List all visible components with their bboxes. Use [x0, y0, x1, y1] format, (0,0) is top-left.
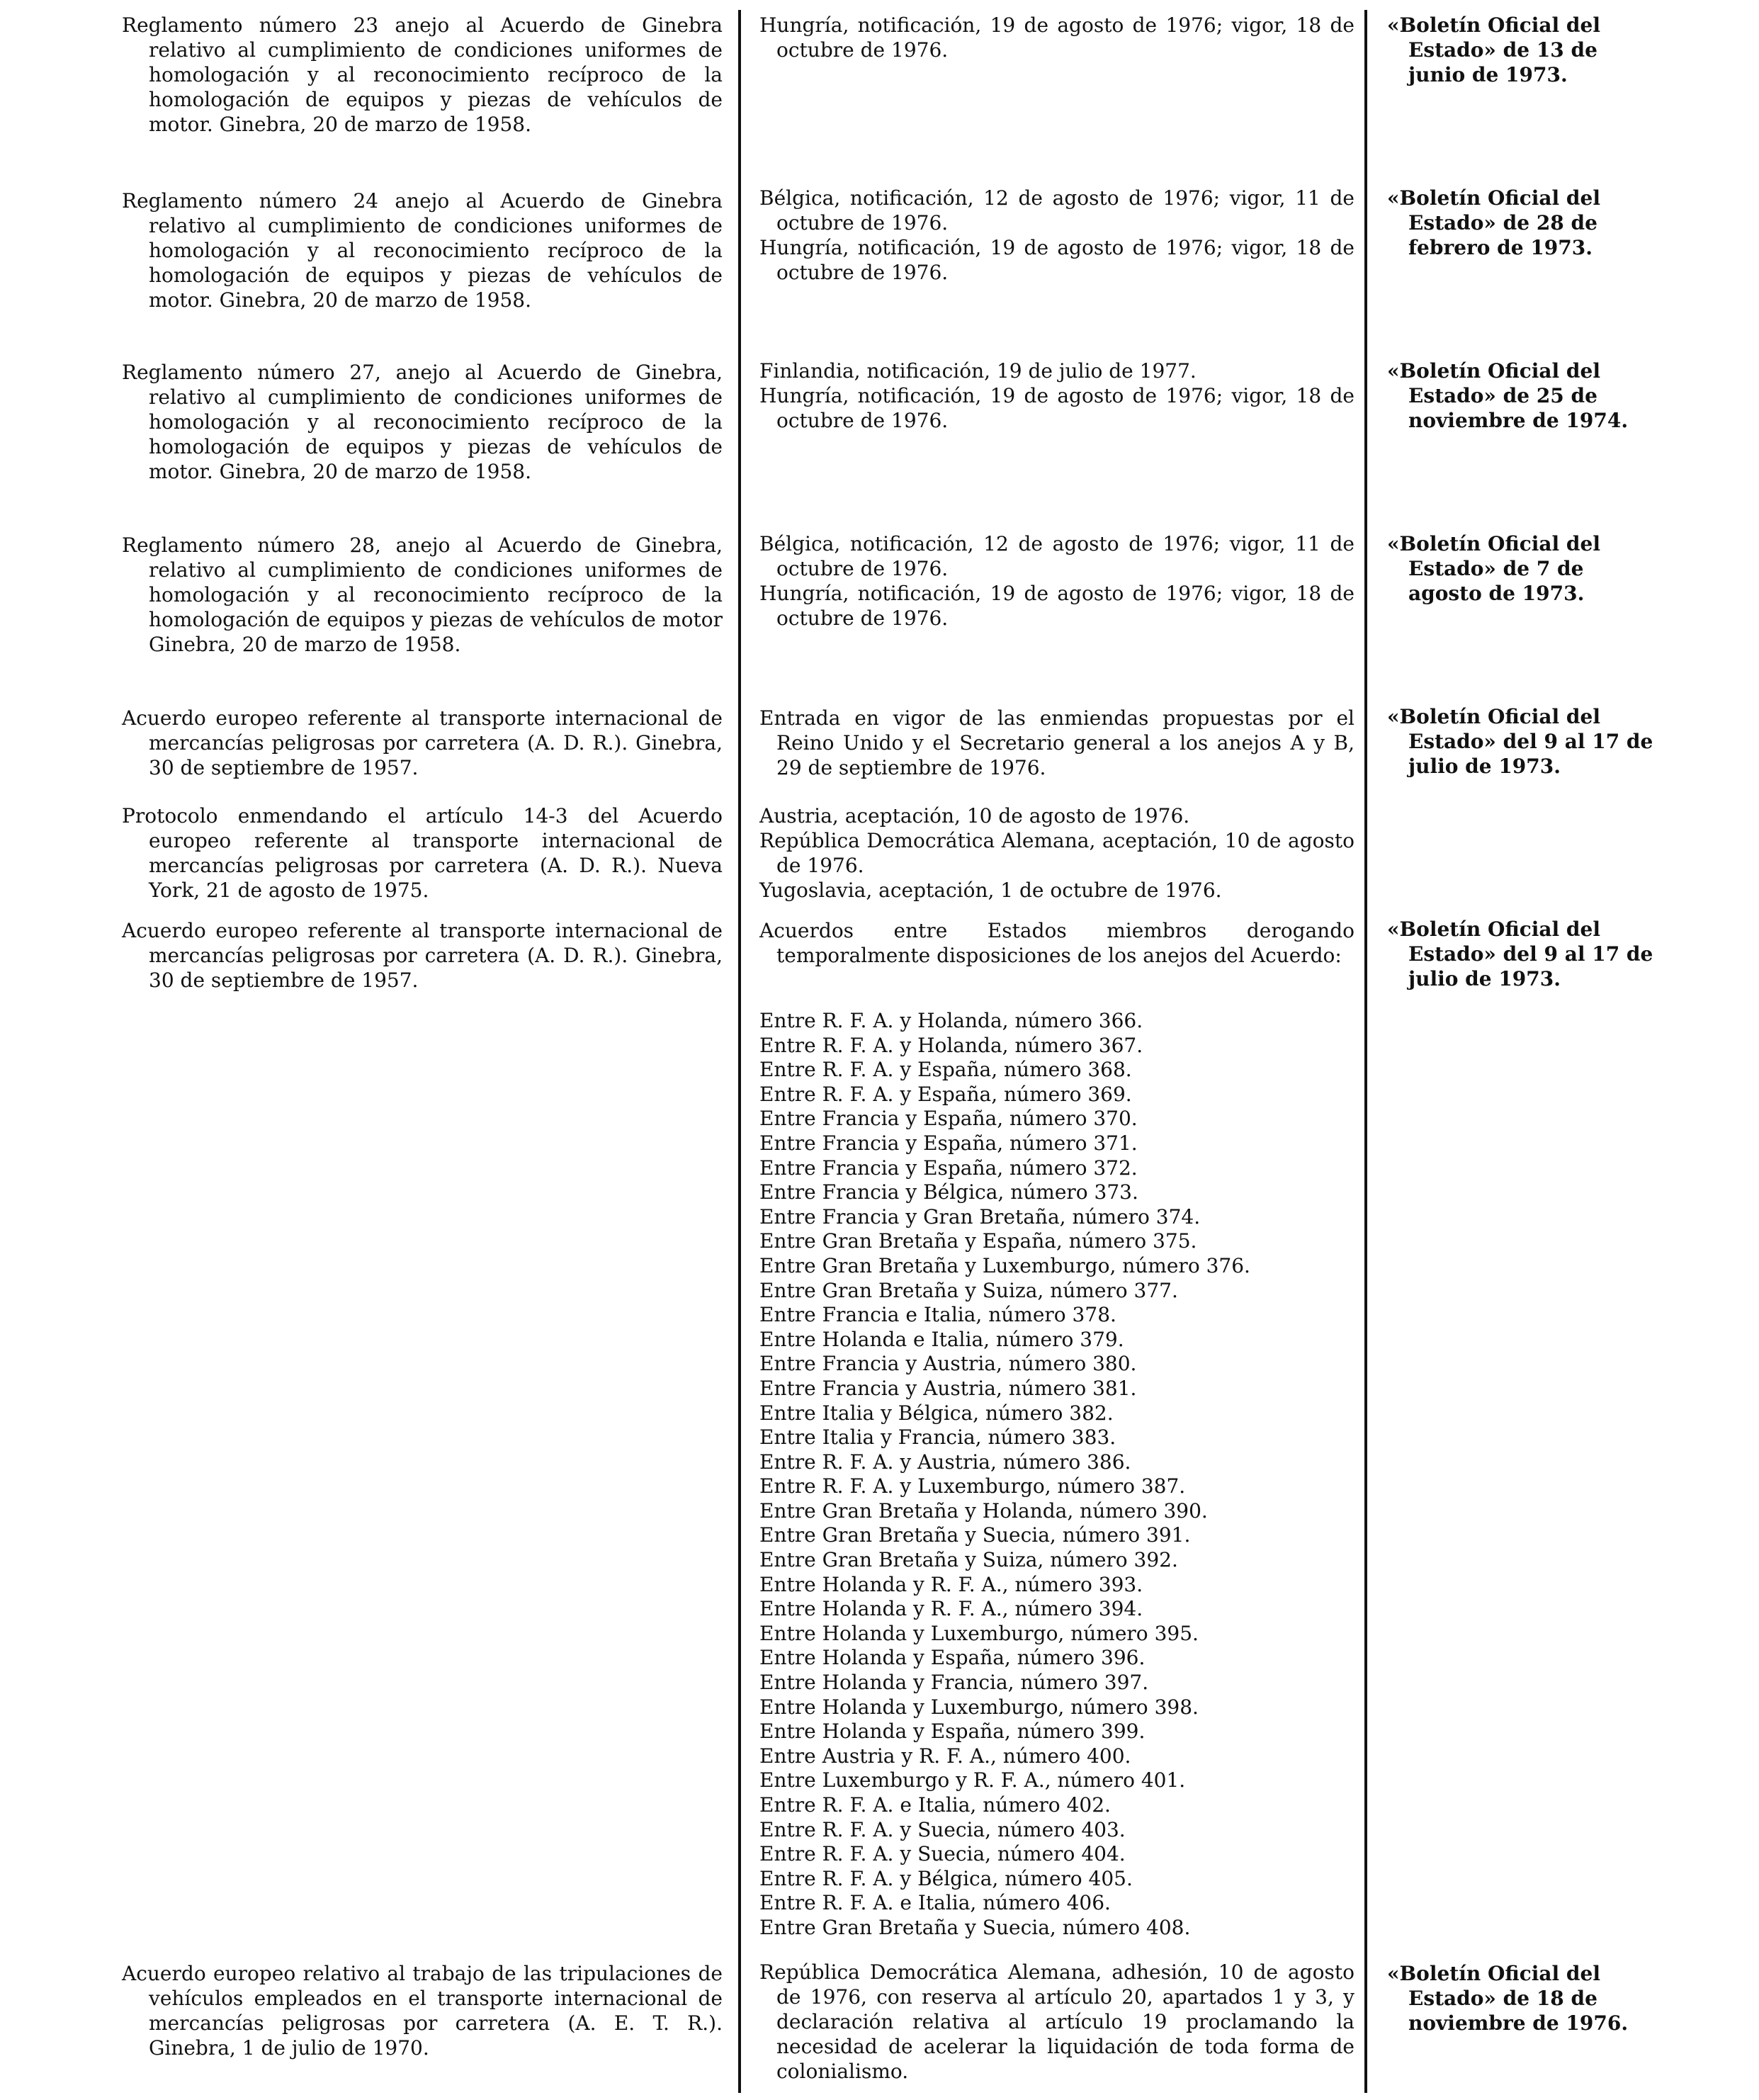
agreement-item: Entre Gran Bretaña y Suecia, número 391.	[759, 1523, 1191, 1547]
column-divider-left	[738, 10, 741, 2093]
agreements-list	[759, 1009, 1354, 1941]
boletin-text: «Boletín Oficial del Estado» de 7 de agosto de 1973.	[1387, 532, 1600, 605]
status-note: Finlandia, notificación, 19 de julio de 1977.	[759, 359, 1197, 383]
agreement-item: Entre Holanda y R. F. A., número 393.	[759, 1572, 1143, 1596]
treaty-status	[759, 706, 1354, 780]
agreement-item: Entre Gran Bretaña y España, número 375.	[759, 1229, 1197, 1253]
agreement-item: Entre Gran Bretaña y Holanda, número 390.	[759, 1498, 1208, 1523]
agreement-item: Entre R. F. A. y Holanda, número 367.	[759, 1033, 1143, 1057]
treaty-text: Acuerdo europeo referente al transporte internacional de mercancías peligrosas por carretera (A. D. R.). Ginebra, 30 de septiembre de 1957.	[122, 919, 723, 992]
agreement-item: Entre Holanda e Italia, número 379.	[759, 1327, 1124, 1351]
boletin-text: «Boletín Oficial del Estado» del 9 al 17 de julio de 1973.	[1387, 918, 1653, 990]
column-divider-right	[1364, 10, 1367, 2093]
treaty-text: Reglamento número 23 anejo al Acuerdo de Ginebra relativo al cumplimiento de condiciones uniformes de homologación y al reconocimiento recíproco de la homologación de equipos y piezas de vehículos de motor. Ginebra, 20 de marzo de 1958.	[122, 13, 723, 136]
agreement-item: Entre Francia e Italia, número 378.	[759, 1303, 1116, 1327]
agreement-item: Entre Francia y España, número 372.	[759, 1156, 1138, 1180]
agreement-item: Entre R. F. A. y Suecia, número 403.	[759, 1817, 1126, 1841]
status-note: Bélgica, notificación, 12 de agosto de 1976; vigor, 11 de octubre de 1976.	[759, 532, 1354, 580]
treaty-title	[122, 188, 723, 312]
treaty-title	[122, 13, 723, 137]
agreement-item: Entre Holanda y España, número 396.	[759, 1646, 1146, 1670]
treaty-text: Acuerdo europeo relativo al trabajo de las tripulaciones de vehículos empleados en el transporte internacional de mercancías peligrosas por carretera (A. E. T. R.). Ginebra, 1 de julio de 1970.	[122, 1962, 723, 2060]
treaty-status	[759, 186, 1354, 285]
boletin-reference	[1387, 1961, 1656, 2036]
boletin-reference	[1387, 359, 1656, 433]
agreement-item: Entre Francia y España, número 371.	[759, 1131, 1138, 1155]
agreement-item: Entre Francia y Austria, número 380.	[759, 1352, 1137, 1376]
agreement-item: Entre Holanda y Luxemburgo, número 395.	[759, 1621, 1199, 1645]
status-note: República Democrática Alemana, adhesión, 10 de agosto de 1976, con reserva al artículo 20, apartados 1 y 3, y declaración relativa al artículo 19 proclamando la necesidad de acelerar la liquidación de toda forma de colonialismo.	[759, 1960, 1354, 2083]
boletin-text: «Boletín Oficial del Estado» de 28 de febrero de 1973.	[1387, 186, 1600, 259]
treaty-text: Acuerdo europeo referente al transporte internacional de mercancías peligrosas por carretera (A. D. R.). Ginebra, 30 de septiembre de 1957.	[122, 706, 723, 779]
status-note: Hungría, notificación, 19 de agosto de 1976; vigor, 18 de octubre de 1976.	[759, 582, 1354, 630]
boletin-text: «Boletín Oficial del Estado» de 18 de noviembre de 1976.	[1387, 1962, 1629, 2035]
agreement-item: Entre Holanda y España, número 399.	[759, 1720, 1146, 1744]
treaty-title	[122, 1961, 723, 2060]
agreement-item: Entre Austria y R. F. A., número 400.	[759, 1744, 1131, 1768]
agreement-item: Entre R. F. A. y Luxemburgo, número 387.	[759, 1474, 1186, 1498]
boletin-text: «Boletín Oficial del Estado» de 13 de junio de 1973.	[1387, 13, 1600, 86]
treaty-title	[122, 533, 723, 657]
agreement-item: Entre Gran Bretaña y Luxemburgo, número 376.	[759, 1253, 1250, 1277]
boletin-text: «Boletín Oficial del Estado» del 9 al 17 de julio de 1973.	[1387, 705, 1653, 778]
boletin-reference	[1387, 186, 1656, 260]
agreement-item: Entre Italia y Bélgica, número 382.	[759, 1401, 1114, 1425]
treaty-text: Protocolo enmendando el artículo 14-3 del Acuerdo europeo referente al transporte internacional de mercancías peligrosas por carretera (A. D. R.). Nueva York, 21 de agosto de 1975.	[122, 804, 723, 902]
treaty-status	[759, 13, 1354, 62]
treaty-title	[122, 803, 723, 903]
agreement-item: Entre Gran Bretaña y Suecia, número 408.	[759, 1915, 1191, 1939]
treaty-title	[122, 706, 723, 780]
agreement-item: Entre Francia y Gran Bretaña, número 374.	[759, 1204, 1201, 1229]
agreement-item: Entre Francia y Austria, número 381.	[759, 1376, 1137, 1400]
boletin-reference	[1387, 917, 1656, 991]
boletin-reference	[1387, 13, 1656, 87]
treaty-title	[122, 360, 723, 484]
status-note: Acuerdos entre Estados miembros derogando temporalmente disposiciones de los anejos del Acuerdo:	[759, 919, 1354, 967]
agreement-item: Entre Italia y Francia, número 383.	[759, 1426, 1116, 1450]
agreement-item: Entre R. F. A. y Holanda, número 366.	[759, 1009, 1143, 1032]
treaty-text: Reglamento número 28, anejo al Acuerdo de Ginebra, relativo al cumplimiento de condiciones uniformes de homologación y al reconocimiento recíproco de la homologación de equipos y piezas de vehículos de motor Ginebra, 20 de marzo de 1958.	[122, 534, 723, 656]
agreement-item: Entre Luxemburgo y R. F. A., número 401.	[759, 1768, 1186, 1793]
agreement-item: Entre R. F. A. y Austria, número 386.	[759, 1450, 1131, 1474]
status-note: República Democrática Alemana, aceptación, 10 de agosto de 1976.	[759, 829, 1354, 877]
agreement-item: Entre R. F. A. e Italia, número 402.	[759, 1793, 1111, 1817]
agreement-item: Entre R. F. A. y Suecia, número 404.	[759, 1842, 1126, 1866]
agreement-item: Entre R. F. A. y España, número 368.	[759, 1058, 1132, 1082]
status-note: Hungría, notificación, 19 de agosto de 1976; vigor, 18 de octubre de 1976.	[759, 13, 1354, 62]
treaty-text: Reglamento número 27, anejo al Acuerdo de Ginebra, relativo al cumplimiento de condiciones uniformes de homologación y al reconocimiento recíproco de la homologación de equipos y piezas de vehículos de motor. Ginebra, 20 de marzo de 1958.	[122, 361, 723, 483]
boletin-reference	[1387, 704, 1656, 779]
treaty-status	[759, 359, 1354, 433]
agreement-item: Entre R. F. A. y Bélgica, número 405.	[759, 1866, 1133, 1890]
boletin-text: «Boletín Oficial del Estado» de 25 de noviembre de 1974.	[1387, 359, 1629, 432]
treaty-status	[759, 918, 1354, 968]
status-note: Entrada en vigor de las enmiendas propuestas por el Reino Unido y el Secretario general a los anejos A y B, 29 de septiembre de 1976.	[759, 706, 1354, 779]
agreement-item: Entre Holanda y Francia, número 397.	[759, 1671, 1149, 1695]
agreement-item: Entre Francia y Bélgica, número 373.	[759, 1180, 1138, 1204]
status-note: Austria, aceptación, 10 de agosto de 1976.	[759, 804, 1190, 828]
status-note: Yugoslavia, aceptación, 1 de octubre de 1976.	[759, 879, 1222, 902]
treaty-title	[122, 918, 723, 993]
agreement-item: Entre Holanda y Luxemburgo, número 398.	[759, 1695, 1199, 1719]
agreement-item: Entre R. F. A. y España, número 369.	[759, 1082, 1132, 1106]
treaty-status	[759, 531, 1354, 631]
status-note: Hungría, notificación, 19 de agosto de 1976; vigor, 18 de octubre de 1976.	[759, 236, 1354, 284]
treaty-status	[759, 1960, 1354, 2084]
status-note: Bélgica, notificación, 12 de agosto de 1976; vigor, 11 de octubre de 1976.	[759, 186, 1354, 235]
agreement-item: Entre Francia y España, número 370.	[759, 1107, 1138, 1131]
agreements-ul	[759, 1009, 1354, 1941]
agreement-item: Entre Gran Bretaña y Suiza, número 392.	[759, 1548, 1178, 1572]
treaty-text: Reglamento número 24 anejo al Acuerdo de Ginebra relativo al cumplimiento de condiciones uniformes de homologación y al reconocimiento recíproco de la homologación de equipos y piezas de vehículos de motor. Ginebra, 20 de marzo de 1958.	[122, 189, 723, 312]
agreement-item: Entre R. F. A. e Italia, número 406.	[759, 1891, 1111, 1915]
treaty-status	[759, 803, 1354, 903]
boletin-reference	[1387, 531, 1656, 606]
agreement-item: Entre Gran Bretaña y Suiza, número 377.	[759, 1278, 1178, 1302]
agreement-item: Entre Holanda y R. F. A., número 394.	[759, 1597, 1143, 1621]
status-note: Hungría, notificación, 19 de agosto de 1976; vigor, 18 de octubre de 1976.	[759, 384, 1354, 432]
